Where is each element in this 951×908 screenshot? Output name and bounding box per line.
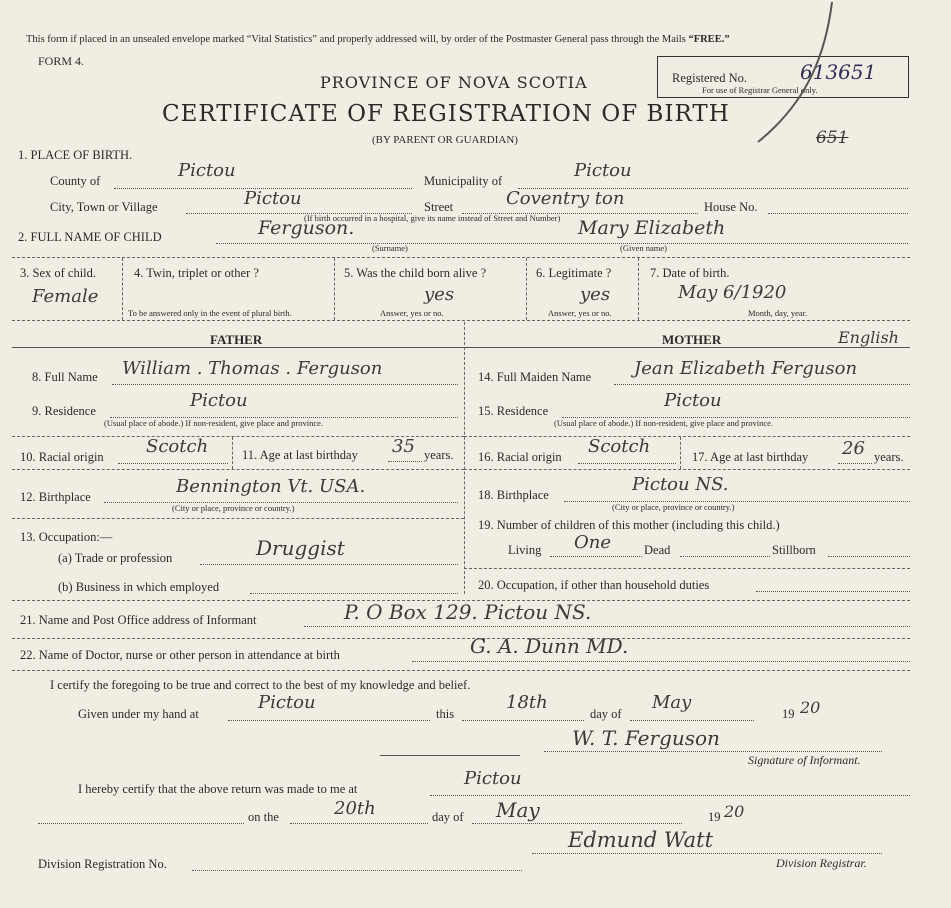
street-value: Coventry ton: [506, 188, 625, 209]
informant-value: P. O Box 129. Pictou NS.: [344, 600, 592, 624]
dead-line: [680, 556, 770, 557]
house-no-line: [768, 213, 908, 214]
mother-age-value: 26: [842, 438, 865, 459]
city-value: Pictou: [244, 188, 302, 209]
on-the-leading-line: [38, 823, 244, 824]
mother-children-label: 19. Number of children of this mother (including this child.): [478, 518, 780, 532]
postal-notice-text: This form if placed in an unsealed envelope marked “Vital Statistics” and properly addressed will, by order of the Postmaster General pass through the Mails: [26, 34, 686, 45]
living-label: Living: [508, 543, 542, 557]
legitimate-label: 6. Legitimate ?: [536, 266, 612, 280]
mother-birthplace-value: Pictou NS.: [632, 474, 729, 495]
made-at-line: [430, 795, 910, 796]
mother-racial-value: Scotch: [588, 436, 651, 457]
father-racial-label: 10. Racial origin: [20, 450, 104, 464]
margin-number: 651: [816, 128, 849, 148]
informant-signature: W. T. Ferguson: [572, 726, 720, 750]
mother-age-label: 17. Age at last birthday: [692, 450, 809, 464]
given-at-value: Pictou: [258, 692, 316, 713]
on-month-line: [472, 823, 682, 824]
mother-residence-note: (Usual place of abode.) If non-resident, give place and province.: [554, 418, 774, 428]
division-registrar-caption: Division Registrar.: [776, 856, 867, 870]
father-age-label: 11. Age at last birthday: [242, 448, 358, 462]
divider-before-doctor: [12, 638, 910, 639]
given-name-caption: (Given name): [620, 243, 667, 253]
given-month-value: May: [652, 692, 692, 713]
mother-maiden-line: [614, 384, 910, 385]
occupation-label: 13. Occupation:—: [20, 530, 113, 544]
on-year-value: 20: [724, 802, 745, 821]
business-line: [250, 593, 458, 594]
father-divider-2: [12, 469, 464, 470]
municipality-label: Municipality of: [424, 174, 503, 188]
registered-number: 613651: [800, 60, 877, 84]
dob-caption: Month, day, year.: [748, 308, 808, 318]
row-divider-1: [122, 258, 123, 320]
given-year-prefix: 19: [782, 707, 795, 721]
father-name-value: William . Thomas . Ferguson: [122, 358, 383, 379]
business-label: (b) Business in which employed: [58, 580, 220, 594]
row-divider-2: [334, 258, 335, 320]
stillborn-line: [828, 556, 910, 557]
street-label: Street: [424, 200, 454, 214]
on-the-label: on the: [248, 810, 279, 824]
divider-before-certify: [12, 670, 910, 671]
mother-residence-value: Pictou: [664, 390, 722, 411]
alive-label: 5. Was the child born alive ?: [344, 266, 487, 280]
father-age-value: 35: [392, 436, 415, 457]
row-divider-4: [638, 258, 639, 320]
given-month-line: [630, 720, 754, 721]
given-year-value: 20: [800, 698, 821, 717]
child-name-line: [216, 243, 908, 244]
mother-birthplace-label: 18. Birthplace: [478, 488, 549, 502]
city-label: City, Town or Village: [50, 200, 158, 214]
certificate-subtitle: (BY PARENT OR GUARDIAN): [372, 134, 518, 146]
division-registration-line: [192, 870, 522, 871]
sex-label: 3. Sex of child.: [20, 266, 97, 280]
father-birthplace-label: 12. Birthplace: [20, 490, 91, 504]
mother-occupation-label: 20. Occupation, if other than household duties: [478, 578, 710, 592]
municipality-value: Pictou: [574, 160, 632, 181]
living-value: One: [574, 532, 612, 553]
father-name-label: 8. Full Name: [32, 370, 98, 384]
on-month-value: May: [496, 798, 540, 822]
hospital-note: (If birth occurred in a hospital, give its name instead of Street and Number): [304, 213, 561, 223]
dob-label: 7. Date of birth.: [650, 266, 730, 280]
divider-after-row: [12, 320, 910, 321]
mother-occupation-line: [756, 591, 910, 592]
doctor-value: G. A. Dunn MD.: [470, 634, 629, 658]
given-at-line: [228, 720, 430, 721]
father-racial-value: Scotch: [146, 436, 209, 457]
doctor-label: 22. Name of Doctor, nurse or other person in attendance at birth: [20, 648, 340, 662]
postal-free: “FREE.”: [688, 34, 730, 45]
county-value: Pictou: [178, 160, 236, 181]
father-residence-label: 9. Residence: [32, 404, 96, 418]
section-rule: [12, 347, 910, 348]
margin-pencil-stroke: [740, 0, 840, 150]
on-day-of-label: day of: [432, 810, 464, 824]
surname-caption: (Surname): [372, 243, 408, 253]
father-residence-note: (Usual place of abode.) If non-resident, give place and province.: [104, 418, 324, 428]
father-age-line: [388, 461, 422, 462]
given-day-value: 18th: [506, 692, 548, 713]
trade-label: (a) Trade or profession: [58, 551, 173, 565]
place-of-birth-label: 1. PLACE OF BIRTH.: [18, 148, 133, 162]
mother-heading: MOTHER: [662, 332, 722, 347]
trade-line: [200, 564, 458, 565]
registrar-signature-line: [532, 853, 882, 854]
short-separator: [380, 755, 520, 756]
dead-label: Dead: [644, 543, 671, 557]
mother-english-note: English: [838, 328, 899, 347]
mother-racial-label: 16. Racial origin: [478, 450, 562, 464]
province-heading: PROVINCE OF NOVA SCOTIA: [320, 73, 588, 92]
divider-before-row: [12, 257, 910, 258]
twin-note: To be answered only in the event of plural birth.: [128, 308, 292, 318]
mother-residence-label: 15. Residence: [478, 404, 549, 418]
house-no-label: House No.: [704, 200, 758, 214]
father-mother-divider: [464, 322, 465, 594]
on-year-prefix: 19: [708, 810, 721, 824]
mother-racial-line: [578, 463, 676, 464]
mother-birthplace-note: (City or place, province or country.): [612, 502, 735, 512]
father-birthplace-note: (City or place, province or country.): [172, 503, 295, 513]
informant-line: [304, 626, 910, 627]
father-residence-value: Pictou: [190, 390, 248, 411]
mother-divider-1: [464, 436, 910, 437]
mother-age-line: [838, 463, 872, 464]
certificate-title: CERTIFICATE OF REGISTRATION OF BIRTH: [162, 101, 730, 127]
father-racial-divider: [232, 437, 233, 469]
mother-years-label: years.: [874, 450, 904, 464]
county-label: County of: [50, 174, 101, 188]
stillborn-label: Stillborn: [772, 543, 816, 557]
father-heading: FATHER: [210, 332, 263, 347]
trade-value: Druggist: [256, 536, 345, 560]
given-under-label: Given under my hand at: [78, 707, 199, 721]
father-racial-line: [118, 463, 228, 464]
informant-label: 21. Name and Post Office address of Informant: [20, 613, 257, 627]
father-divider-3: [12, 518, 464, 519]
row-divider-3: [526, 258, 527, 320]
father-years-label: years.: [424, 448, 454, 462]
made-at-value: Pictou: [464, 768, 522, 789]
alive-value: yes: [424, 284, 455, 305]
mother-divider-2: [464, 469, 910, 470]
legitimate-value: yes: [580, 284, 611, 305]
dob-value: May 6/1920: [678, 282, 787, 303]
mother-racial-divider: [680, 437, 681, 469]
registrar-signature: Edmund Watt: [568, 828, 714, 852]
on-day-value: 20th: [334, 798, 376, 819]
registered-label: Registered No.: [672, 71, 747, 85]
child-surname-value: Ferguson.: [258, 217, 355, 239]
mother-divider-3: [464, 568, 910, 569]
alive-answer-note: Answer, yes or no.: [380, 308, 444, 318]
given-day-line: [462, 720, 584, 721]
child-name-label: 2. FULL NAME OF CHILD: [18, 230, 162, 244]
living-line: [550, 556, 642, 557]
child-given-name-value: Mary Elizabeth: [578, 217, 726, 239]
division-registration-label: Division Registration No.: [38, 857, 167, 871]
given-day-of-label: day of: [590, 707, 622, 721]
on-day-line: [290, 823, 428, 824]
this-label: this: [436, 707, 455, 721]
mother-maiden-value: Jean Elizabeth Ferguson: [634, 358, 858, 379]
hereby-certify: I hereby certify that the above return was made to me at: [78, 782, 358, 796]
father-birthplace-value: Bennington Vt. USA.: [176, 476, 366, 497]
sex-value: Female: [32, 286, 99, 307]
doctor-line: [412, 661, 910, 662]
informant-signature-line: [544, 751, 882, 752]
twin-label: 4. Twin, triplet or other ?: [134, 266, 259, 280]
certify-statement: I certify the foregoing to be true and correct to the best of my knowledge and belief.: [50, 678, 471, 692]
legitimate-answer-note: Answer, yes or no.: [548, 308, 612, 318]
postal-notice: [26, 34, 730, 45]
registered-note: For use of Registrar General only.: [702, 85, 818, 95]
informant-signature-caption: Signature of Informant.: [748, 753, 861, 767]
father-name-line: [112, 384, 458, 385]
mother-maiden-label: 14. Full Maiden Name: [478, 370, 592, 384]
form-number: FORM 4.: [38, 54, 85, 68]
